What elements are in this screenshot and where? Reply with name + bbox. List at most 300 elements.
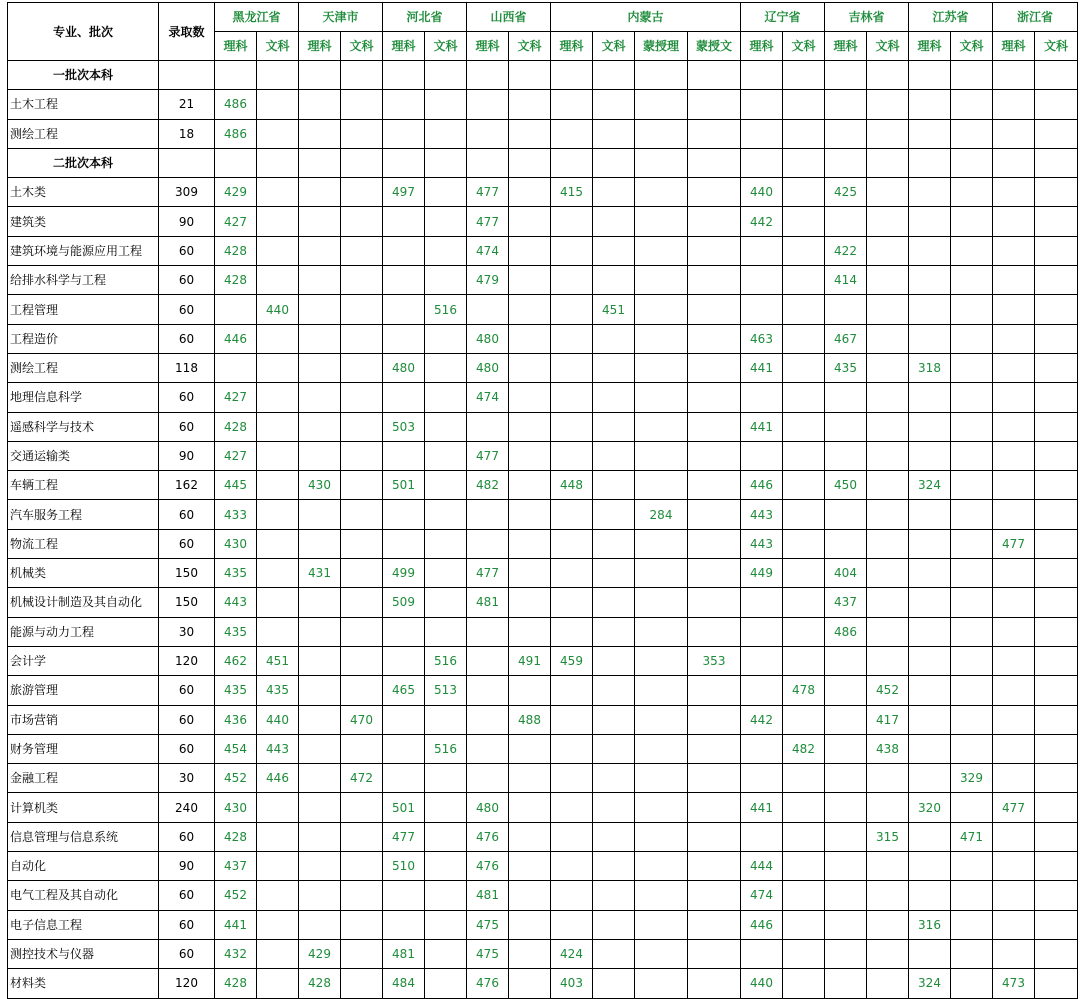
score-cell: 446 (257, 764, 299, 793)
score-cell (909, 617, 951, 646)
score-cell (341, 266, 383, 295)
score-cell: 479 (467, 266, 509, 295)
score-cell: 440 (741, 969, 783, 998)
score-cell: 463 (741, 324, 783, 353)
score-cell (993, 61, 1035, 90)
score-cell (993, 939, 1035, 968)
score-cell (688, 353, 741, 382)
score-cell (951, 266, 993, 295)
score-cell (341, 324, 383, 353)
score-cell: 440 (257, 705, 299, 734)
score-cell (909, 178, 951, 207)
score-cell: 481 (467, 881, 509, 910)
major-name: 市场营销 (8, 705, 159, 734)
score-cell (341, 500, 383, 529)
score-cell (635, 295, 688, 324)
score-cell: 477 (467, 559, 509, 588)
score-cell (257, 588, 299, 617)
score-cell (551, 266, 593, 295)
score-cell (741, 646, 783, 675)
score-cell (551, 90, 593, 119)
score-cell: 403 (551, 969, 593, 998)
subject-header: 文科 (951, 32, 993, 61)
score-cell (909, 529, 951, 558)
score-cell (341, 617, 383, 646)
score-cell: 473 (993, 969, 1035, 998)
score-cell (425, 559, 467, 588)
score-cell: 435 (257, 676, 299, 705)
score-cell (783, 90, 825, 119)
score-cell: 424 (551, 939, 593, 968)
score-cell (299, 119, 341, 148)
score-cell (867, 617, 909, 646)
score-cell (341, 910, 383, 939)
score-cell (688, 471, 741, 500)
score-cell (551, 324, 593, 353)
score-cell (383, 617, 425, 646)
score-cell (299, 852, 341, 881)
score-cell: 465 (383, 676, 425, 705)
score-cell (951, 969, 993, 998)
score-cell: 454 (215, 734, 257, 763)
score-cell (509, 559, 551, 588)
score-cell (425, 61, 467, 90)
score-cell: 478 (783, 676, 825, 705)
score-cell (299, 90, 341, 119)
score-cell (509, 588, 551, 617)
batch-label: 二批次本科 (8, 148, 159, 177)
score-cell (509, 353, 551, 382)
score-cell (257, 383, 299, 412)
score-cell (993, 383, 1035, 412)
major-name: 汽车服务工程 (8, 500, 159, 529)
score-cell: 427 (215, 207, 257, 236)
score-cell (951, 852, 993, 881)
score-cell (635, 529, 688, 558)
admission-count: 150 (159, 588, 215, 617)
score-cell (1035, 617, 1078, 646)
score-cell (825, 822, 867, 851)
score-cell (783, 383, 825, 412)
score-cell (383, 383, 425, 412)
score-cell (951, 939, 993, 968)
score-cell (467, 295, 509, 324)
score-cell (509, 910, 551, 939)
score-cell (509, 529, 551, 558)
major-name: 给排水科学与工程 (8, 266, 159, 295)
score-cell (993, 441, 1035, 470)
score-cell (299, 646, 341, 675)
score-cell (951, 734, 993, 763)
score-cell (1035, 471, 1078, 500)
score-cell (993, 559, 1035, 588)
score-cell (593, 646, 635, 675)
score-cell (867, 324, 909, 353)
score-cell: 427 (215, 383, 257, 412)
score-cell (341, 529, 383, 558)
table-row (8, 559, 1078, 588)
score-cell (551, 588, 593, 617)
score-cell (341, 236, 383, 265)
score-cell (951, 793, 993, 822)
score-cell (741, 734, 783, 763)
score-cell (867, 90, 909, 119)
score-cell (993, 676, 1035, 705)
major-name: 材料类 (8, 969, 159, 998)
score-cell (951, 705, 993, 734)
admission-count: 60 (159, 822, 215, 851)
score-cell: 474 (467, 383, 509, 412)
score-cell (825, 705, 867, 734)
score-cell (951, 676, 993, 705)
score-cell: 486 (215, 90, 257, 119)
score-cell (783, 939, 825, 968)
major-name: 物流工程 (8, 529, 159, 558)
score-cell (425, 881, 467, 910)
score-cell: 440 (741, 178, 783, 207)
score-cell (635, 90, 688, 119)
score-cell (341, 295, 383, 324)
score-cell (688, 295, 741, 324)
score-cell: 432 (215, 939, 257, 968)
score-cell (993, 178, 1035, 207)
score-cell (635, 236, 688, 265)
score-cell (593, 881, 635, 910)
score-cell (635, 61, 688, 90)
score-cell (383, 441, 425, 470)
major-name: 机械类 (8, 559, 159, 588)
score-cell (741, 676, 783, 705)
score-cell (467, 734, 509, 763)
major-name: 建筑环境与能源应用工程 (8, 236, 159, 265)
score-cell (551, 559, 593, 588)
score-cell (867, 236, 909, 265)
score-cell (867, 61, 909, 90)
score-cell: 446 (215, 324, 257, 353)
score-cell (867, 793, 909, 822)
admission-count: 60 (159, 500, 215, 529)
score-cell (551, 295, 593, 324)
subject-header: 理科 (383, 32, 425, 61)
score-cell: 430 (299, 471, 341, 500)
score-cell: 477 (467, 207, 509, 236)
score-cell (993, 148, 1035, 177)
score-cell (909, 412, 951, 441)
score-cell (509, 61, 551, 90)
score-cell (688, 412, 741, 441)
score-cell (688, 236, 741, 265)
score-cell (867, 441, 909, 470)
score-cell: 446 (741, 910, 783, 939)
table-row (8, 236, 1078, 265)
score-cell: 324 (909, 471, 951, 500)
table-row (8, 324, 1078, 353)
score-cell (509, 178, 551, 207)
table-row (8, 822, 1078, 851)
score-cell (688, 559, 741, 588)
score-cell (425, 500, 467, 529)
score-cell (383, 881, 425, 910)
score-cell: 480 (467, 793, 509, 822)
score-cell (509, 939, 551, 968)
table-row (8, 910, 1078, 939)
table-row (8, 178, 1078, 207)
score-cell (783, 236, 825, 265)
score-cell (257, 852, 299, 881)
score-cell (635, 676, 688, 705)
score-cell: 452 (215, 881, 257, 910)
score-cell (467, 119, 509, 148)
table-row (8, 441, 1078, 470)
score-cell (299, 383, 341, 412)
table-row (8, 412, 1078, 441)
subject-header: 蒙授理 (635, 32, 688, 61)
score-cell (257, 324, 299, 353)
table-row (8, 852, 1078, 881)
major-name: 地理信息科学 (8, 383, 159, 412)
subject-header: 理科 (825, 32, 867, 61)
score-cell (341, 881, 383, 910)
score-cell: 324 (909, 969, 951, 998)
score-cell (383, 500, 425, 529)
score-cell (783, 471, 825, 500)
score-cell (425, 119, 467, 148)
score-cell (299, 148, 341, 177)
admission-count: 60 (159, 881, 215, 910)
score-cell (1035, 822, 1078, 851)
score-cell (299, 266, 341, 295)
score-cell (383, 61, 425, 90)
score-cell (593, 705, 635, 734)
score-cell (1035, 705, 1078, 734)
score-cell (635, 969, 688, 998)
score-cell (383, 295, 425, 324)
score-cell (593, 178, 635, 207)
score-cell: 481 (467, 588, 509, 617)
score-cell (867, 207, 909, 236)
score-cell (593, 207, 635, 236)
score-cell (825, 852, 867, 881)
score-cell (425, 793, 467, 822)
score-cell (341, 90, 383, 119)
score-cell: 428 (215, 969, 257, 998)
score-cell (909, 119, 951, 148)
score-cell (467, 412, 509, 441)
score-cell (257, 881, 299, 910)
score-cell (383, 324, 425, 353)
score-cell (993, 500, 1035, 529)
score-cell: 415 (551, 178, 593, 207)
score-cell: 431 (299, 559, 341, 588)
score-cell (509, 324, 551, 353)
score-cell (299, 881, 341, 910)
score-cell (783, 500, 825, 529)
score-cell: 320 (909, 793, 951, 822)
score-cell: 425 (825, 178, 867, 207)
score-cell (909, 236, 951, 265)
score-cell (1035, 734, 1078, 763)
major-name: 建筑类 (8, 207, 159, 236)
score-cell (551, 529, 593, 558)
score-cell (1035, 793, 1078, 822)
score-cell (425, 353, 467, 382)
score-cell (635, 910, 688, 939)
subject-header: 文科 (425, 32, 467, 61)
score-cell: 499 (383, 559, 425, 588)
admission-count: 90 (159, 441, 215, 470)
score-cell (593, 90, 635, 119)
score-cell (741, 90, 783, 119)
admission-count: 150 (159, 559, 215, 588)
score-cell (867, 559, 909, 588)
score-cell (509, 90, 551, 119)
score-cell (509, 266, 551, 295)
score-cell (635, 852, 688, 881)
score-cell (383, 148, 425, 177)
table-row (8, 793, 1078, 822)
score-cell: 435 (215, 617, 257, 646)
score-cell: 467 (825, 324, 867, 353)
score-cell (688, 617, 741, 646)
province-header: 辽宁省 (741, 3, 825, 32)
score-cell (909, 559, 951, 588)
score-cell (257, 500, 299, 529)
score-cell: 491 (509, 646, 551, 675)
score-cell: 318 (909, 353, 951, 382)
table-row (8, 383, 1078, 412)
score-cell (257, 119, 299, 148)
score-cell (783, 266, 825, 295)
score-cell (509, 471, 551, 500)
major-name: 财务管理 (8, 734, 159, 763)
score-cell (951, 441, 993, 470)
score-cell (299, 617, 341, 646)
score-cell: 438 (867, 734, 909, 763)
score-cell (909, 939, 951, 968)
score-cell (551, 676, 593, 705)
score-cell: 433 (215, 500, 257, 529)
score-cell (425, 383, 467, 412)
score-cell (951, 236, 993, 265)
score-cell (509, 295, 551, 324)
score-cell (257, 529, 299, 558)
major-name: 土木类 (8, 178, 159, 207)
score-cell (783, 588, 825, 617)
score-cell (783, 207, 825, 236)
score-cell (741, 822, 783, 851)
score-cell (1035, 969, 1078, 998)
score-cell (783, 969, 825, 998)
table-row (8, 939, 1078, 968)
score-cell: 480 (467, 353, 509, 382)
score-cell (215, 148, 257, 177)
score-cell: 443 (257, 734, 299, 763)
score-cell (1035, 324, 1078, 353)
score-cell (383, 90, 425, 119)
score-cell (741, 61, 783, 90)
admission-count: 60 (159, 383, 215, 412)
score-cell (993, 822, 1035, 851)
score-cell (1035, 588, 1078, 617)
score-cell (551, 207, 593, 236)
score-cell: 441 (741, 793, 783, 822)
score-cell (593, 471, 635, 500)
score-cell: 477 (467, 178, 509, 207)
score-cell (551, 764, 593, 793)
subject-header: 蒙授文 (688, 32, 741, 61)
score-cell (257, 910, 299, 939)
score-cell (593, 793, 635, 822)
score-cell (551, 734, 593, 763)
table-row (8, 764, 1078, 793)
score-cell (425, 822, 467, 851)
score-cell (741, 383, 783, 412)
score-cell (467, 764, 509, 793)
score-cell (299, 207, 341, 236)
score-cell: 436 (215, 705, 257, 734)
subject-header: 理科 (909, 32, 951, 61)
score-cell (993, 588, 1035, 617)
score-cell (909, 881, 951, 910)
score-cell (551, 412, 593, 441)
major-name: 电子信息工程 (8, 910, 159, 939)
score-cell (688, 266, 741, 295)
score-cell: 417 (867, 705, 909, 734)
score-cell (783, 148, 825, 177)
score-cell (688, 207, 741, 236)
admission-count: 60 (159, 676, 215, 705)
score-cell (951, 148, 993, 177)
score-cell: 480 (383, 353, 425, 382)
score-cell: 430 (215, 529, 257, 558)
admission-count: 120 (159, 969, 215, 998)
score-cell (688, 734, 741, 763)
score-cell: 452 (867, 676, 909, 705)
score-cell (341, 441, 383, 470)
score-cell (951, 412, 993, 441)
score-cell (741, 148, 783, 177)
major-name: 车辆工程 (8, 471, 159, 500)
score-cell (909, 588, 951, 617)
score-cell: 488 (509, 705, 551, 734)
major-name: 测绘工程 (8, 119, 159, 148)
province-header: 河北省 (383, 3, 467, 32)
score-cell (867, 148, 909, 177)
score-cell (951, 646, 993, 675)
score-cell (257, 969, 299, 998)
score-cell (299, 910, 341, 939)
score-cell (825, 529, 867, 558)
score-cell: 513 (425, 676, 467, 705)
score-cell (425, 412, 467, 441)
province-header: 山西省 (467, 3, 551, 32)
score-cell (688, 119, 741, 148)
admission-count: 90 (159, 852, 215, 881)
score-cell (215, 353, 257, 382)
score-cell: 315 (867, 822, 909, 851)
score-cell (783, 178, 825, 207)
score-cell (741, 441, 783, 470)
score-cell (383, 646, 425, 675)
score-cell (825, 412, 867, 441)
score-cell (509, 441, 551, 470)
score-cell (825, 207, 867, 236)
score-cell: 414 (825, 266, 867, 295)
score-cell (825, 764, 867, 793)
score-cell (425, 705, 467, 734)
score-cell (593, 383, 635, 412)
score-cell (425, 90, 467, 119)
